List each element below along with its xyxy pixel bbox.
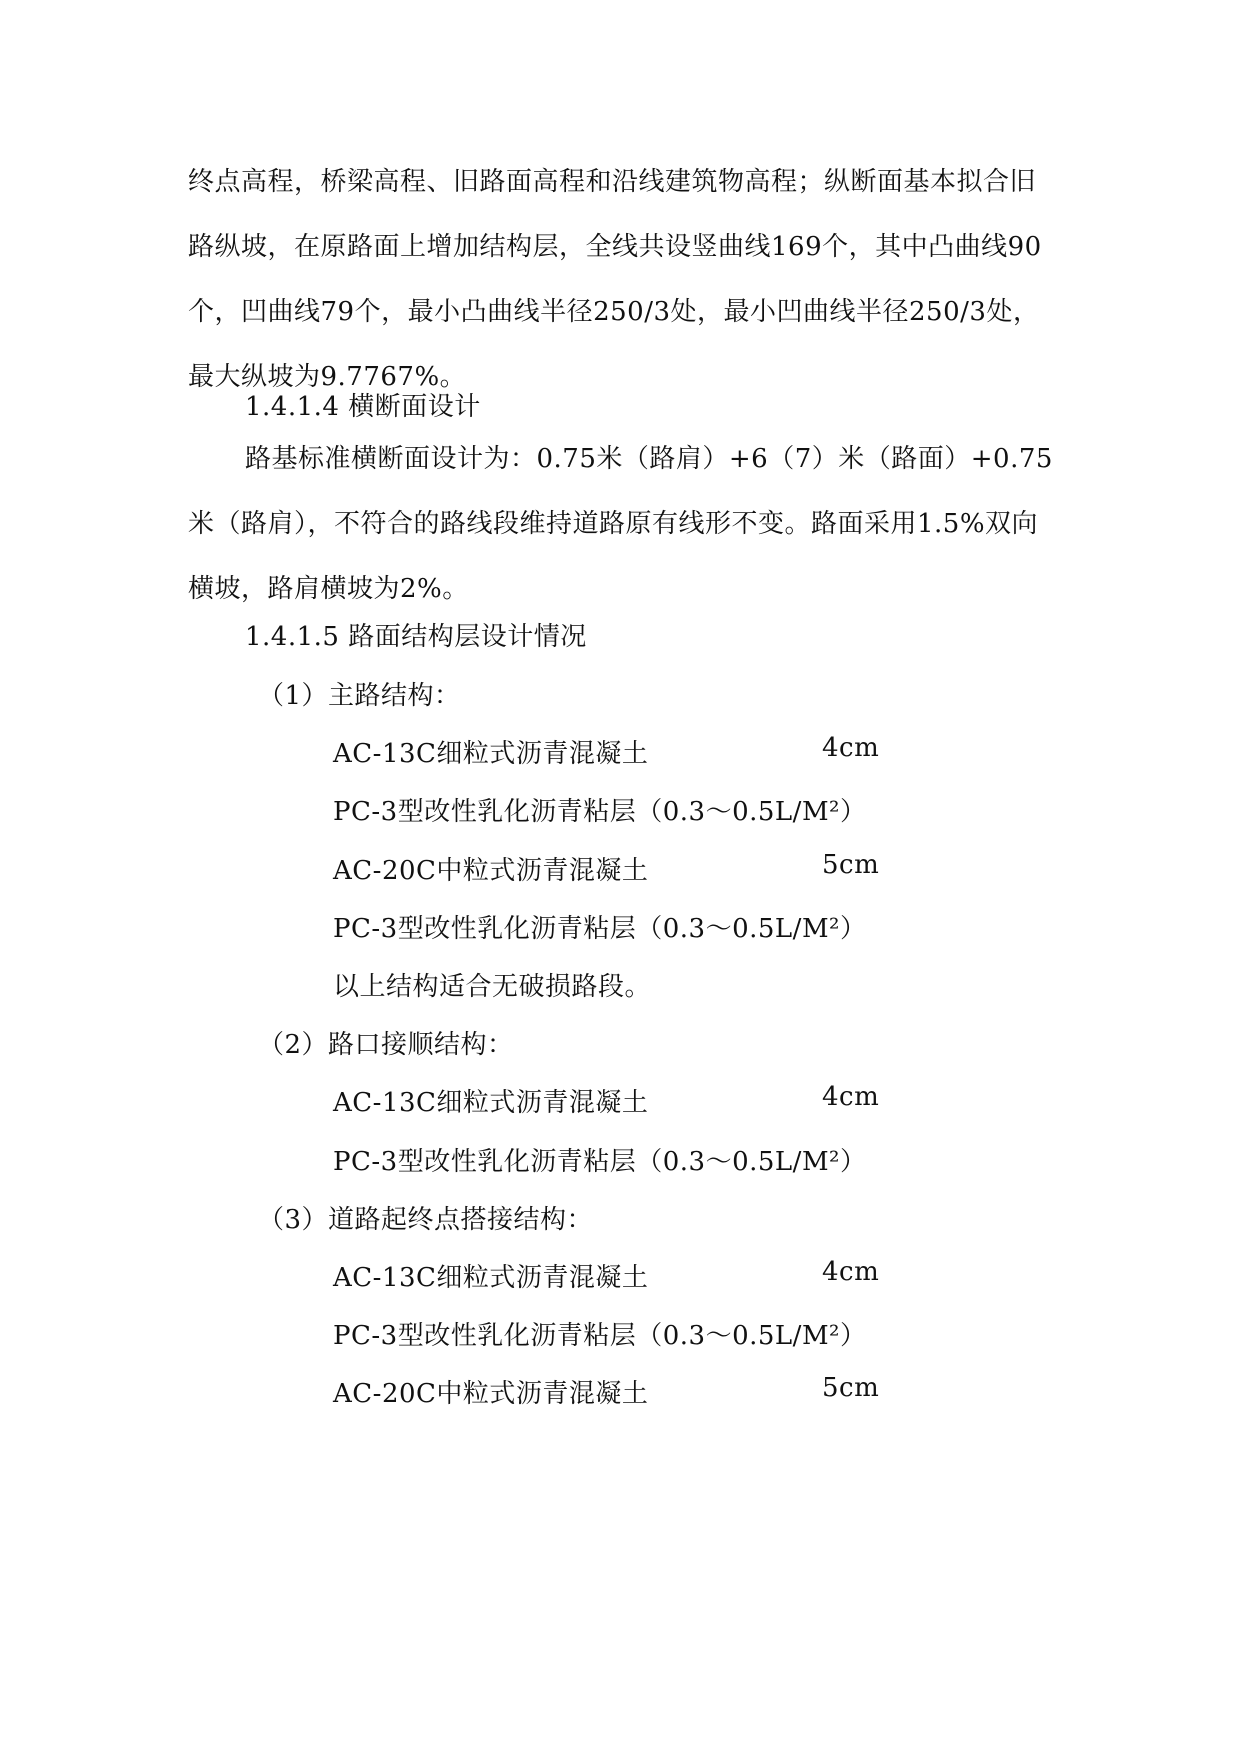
layer-name: AC-20C中粒式沥青混凝土 (333, 1379, 649, 1409)
layer-thickness: 5cm (822, 1373, 880, 1403)
layer-name: AC-13C细粒式沥青混凝土 (333, 739, 649, 769)
layer-name: AC-13C细粒式沥青混凝土 (333, 1263, 649, 1293)
layer-name: AC-20C中粒式沥青混凝土 (333, 856, 649, 886)
layer-thickness: 4cm (822, 733, 880, 763)
section-title-main-road: （1）主路结构： (258, 681, 461, 711)
layer-thickness: 5cm (822, 850, 880, 880)
paragraph-cross-section: 路基标准横断面设计为：0.75米（路肩）+6（7）米（路面）+0.75米（路肩），不符合的路线段维持道路原有线形不变。路面采用1.5%双向横坡，路肩横坡为2%。 (188, 444, 1053, 604)
section-note: 以上结构适合无破损路段。 (333, 972, 652, 1002)
layer-name: AC-13C细粒式沥青混凝土 (333, 1088, 649, 1118)
paragraph-vertical-profile: 终点高程，桥梁高程、旧路面高程和沿线建筑物高程；纵断面基本拟合旧路纵坡，在原路面上增加结构层，全线共设竖曲线169个，其中凸曲线90个，凹曲线79个，最小凸曲线半径250/3处，最小凹曲线半径250/3处，最大纵坡为9.7767%。 (188, 167, 1042, 392)
section-title-intersection: （2）路口接顺结构： (258, 1030, 514, 1060)
layer-thickness: 4cm (822, 1082, 880, 1112)
layer-name: PC-3型改性乳化沥青粘层（0.3～0.5L/M²） (333, 914, 867, 944)
heading-cross-section: 1.4.1.4 横断面设计 (245, 392, 481, 422)
heading-pavement-structure: 1.4.1.5 路面结构层设计情况 (245, 622, 587, 652)
layer-thickness: 4cm (822, 1257, 880, 1287)
layer-name: PC-3型改性乳化沥青粘层（0.3～0.5L/M²） (333, 1147, 867, 1177)
section-title-start-end: （3）道路起终点搭接结构： (258, 1205, 594, 1235)
layer-name: PC-3型改性乳化沥青粘层（0.3～0.5L/M²） (333, 1321, 867, 1351)
layer-name: PC-3型改性乳化沥青粘层（0.3～0.5L/M²） (333, 797, 867, 827)
